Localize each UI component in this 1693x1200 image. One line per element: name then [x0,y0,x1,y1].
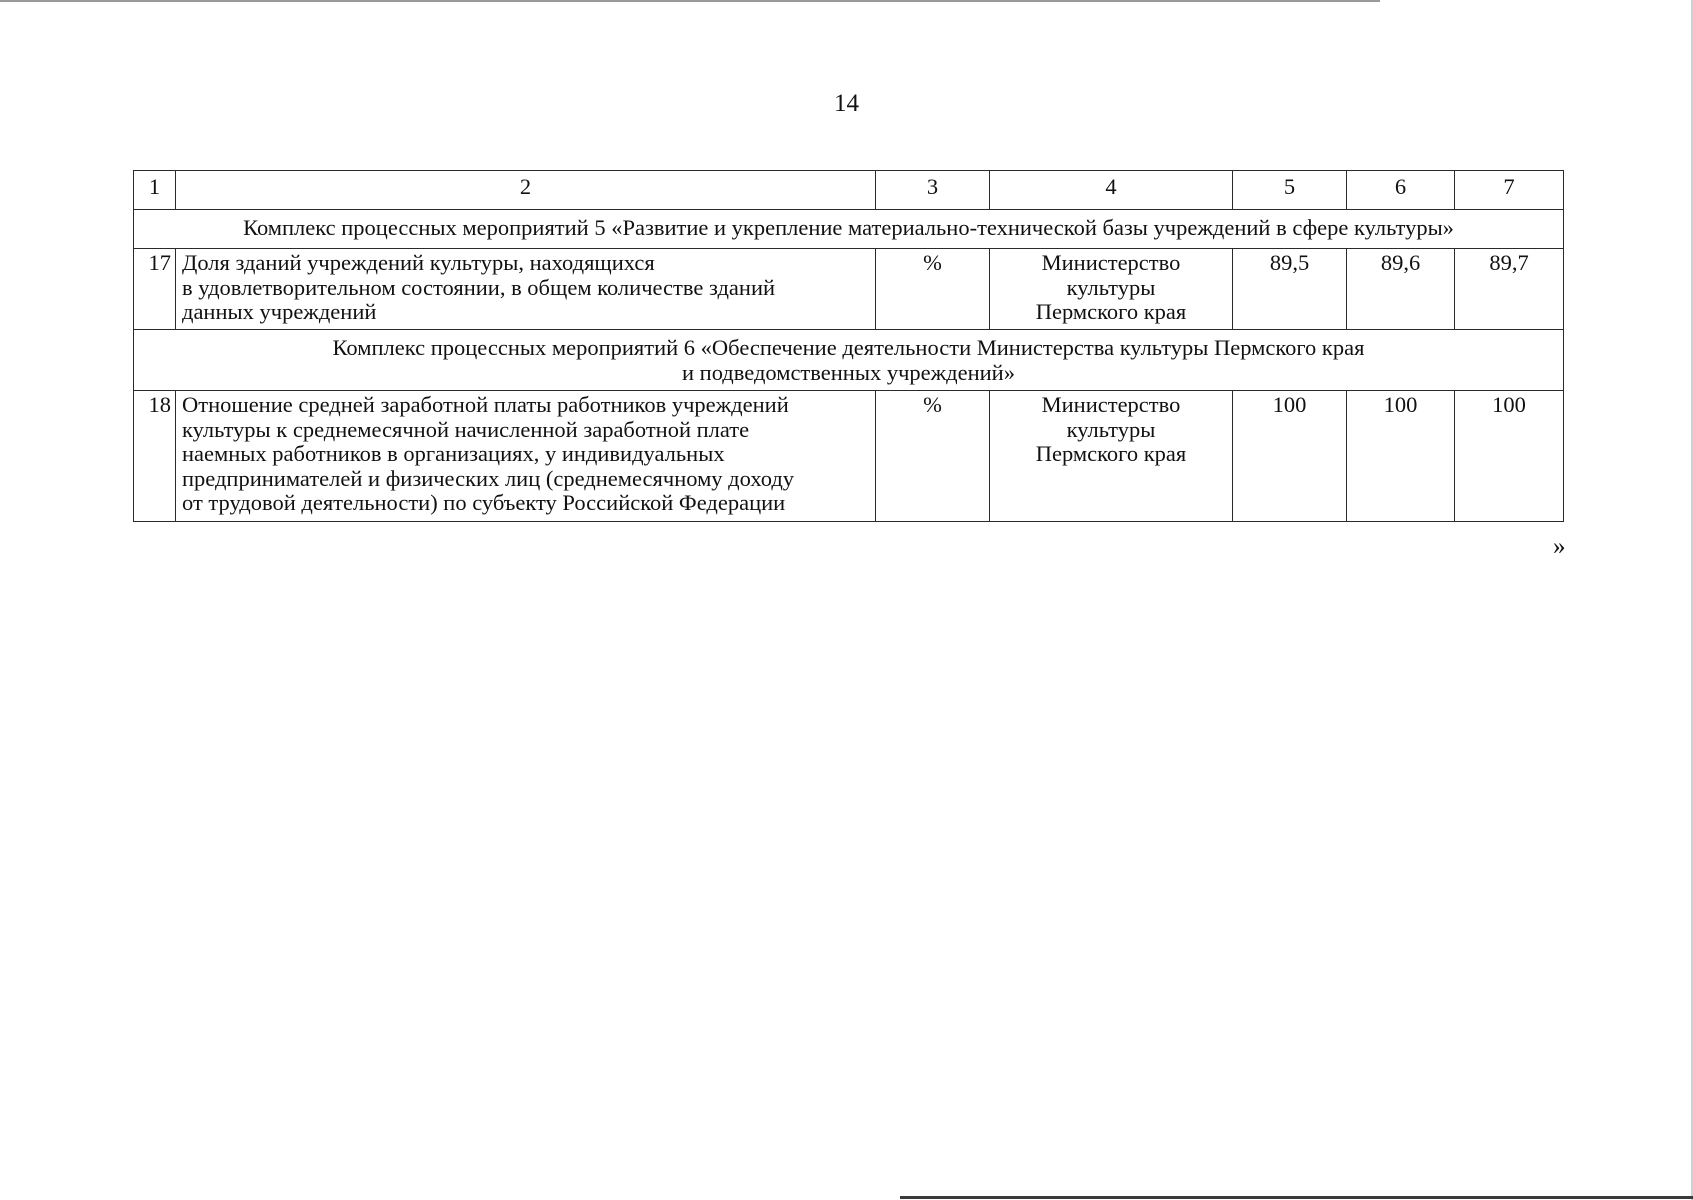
ministry-line: Пермского края [1035,299,1187,324]
table-header-row [134,171,1564,210]
row-number: 17 [134,249,176,330]
value-col7: 100 [1455,391,1564,522]
page-number: 14 [834,90,859,117]
value-col6: 100 [1347,391,1455,522]
ministry-cell [990,391,1233,522]
indicator-table [133,170,1564,522]
scan-edge-top [0,0,1380,2]
ministry-line: Министерство [1041,250,1181,275]
section-title-line: Комплекс процессных мероприятий 6 «Обеспечение деятельности Министерства культуры Пермского края [332,335,1365,360]
row-number: 18 [134,391,176,522]
indicator-name-line: в удовлетворительном состоянии, в общем количестве зданий [182,274,776,300]
header-cell: 4 [990,171,1233,210]
indicator-name-line: предпринимателей и физических лиц (среднемесячному доходу [182,465,795,491]
section-title-line: и подведомственных учреждений» [682,359,1015,385]
value-col5: 100 [1233,391,1347,522]
unit-cell: % [876,391,990,522]
unit-cell: % [876,249,990,330]
section-title-line: Комплекс процессных мероприятий 5 «Развитие и укрепление материально-технической базы учреждений в сфере культуры» [243,215,1454,240]
section-title-row [134,330,1564,391]
section-title [134,210,1564,249]
scan-edge-bottom [900,1196,1693,1199]
value-col5: 89,5 [1233,249,1347,330]
header-cell: 2 [176,171,876,210]
indicator-name-line: Доля зданий учреждений культуры, находящихся [182,250,655,275]
value-col6: 89,6 [1347,249,1455,330]
header-cell: 3 [876,171,990,210]
indicator-name-line: культуры к среднемесячной начисленной заработной плате [182,416,750,442]
ministry-line: культуры [1066,416,1156,442]
value-col7: 89,7 [1455,249,1564,330]
indicator-name-line: от трудовой деятельности) по субъекту Российской Федерации [182,490,786,515]
section-title [134,330,1564,391]
ministry-line: культуры [1066,274,1156,300]
header-cell: 1 [134,171,176,210]
ministry-cell [990,249,1233,330]
ministry-line: Министерство [1041,392,1181,417]
indicator-name-line: наемных работников в организациях, у индивидуальных [182,441,725,466]
header-cell: 7 [1455,171,1564,210]
indicator-name-line: данных учреждений [182,299,377,324]
ministry-line: Пермского края [1035,441,1187,466]
header-cell: 5 [1233,171,1347,210]
section-title-row [134,210,1564,249]
indicator-name-line: Отношение средней заработной платы работников учреждений [182,392,789,417]
table-row [134,249,1564,330]
header-cell: 6 [1347,171,1455,210]
indicator-name [176,249,876,330]
table-row [134,391,1564,522]
indicator-name [176,391,876,522]
closing-quote: » [1553,533,1566,560]
